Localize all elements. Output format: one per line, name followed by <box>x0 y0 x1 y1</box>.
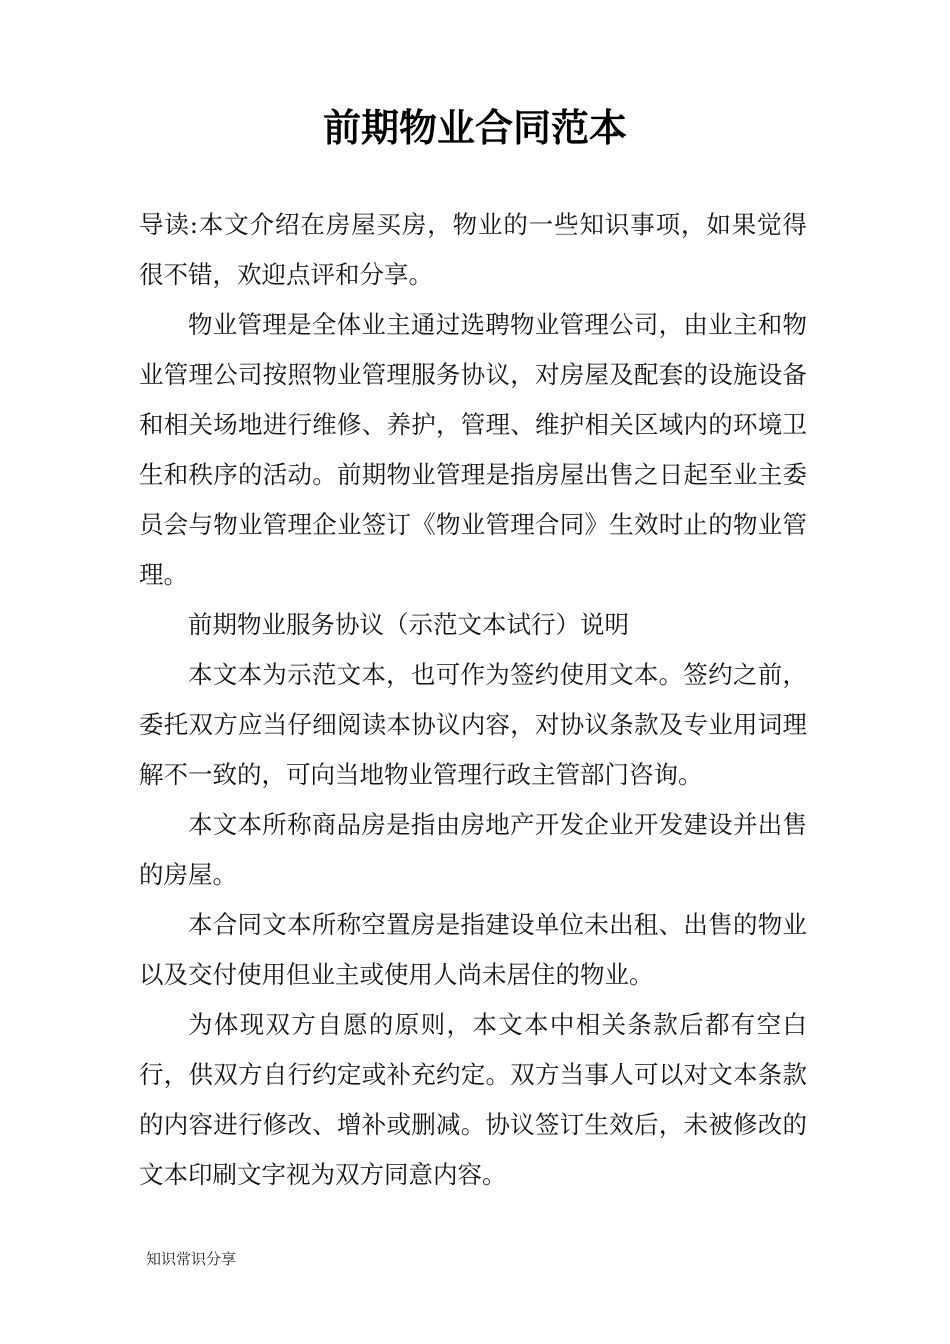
document-body <box>139 200 807 1200</box>
paragraph-heading: 前期物业服务协议（示范文本试行）说明 <box>188 610 629 639</box>
paragraph-commercial-housing: 本文本所称商品房是指由房地产开发企业开发建设并出售的房屋。 <box>139 810 807 889</box>
paragraph-vacant-housing: 本合同文本所称空置房是指建设单位未出租、出售的物业以及交付使用但业主或使用人尚未居住的物业。 <box>139 910 807 989</box>
paragraph-intro: 导读:本文介绍在房屋买房，物业的一些知识事项，如果觉得很不错，欢迎点评和分享。 <box>139 210 807 289</box>
page-footer: 知识常识分享 <box>146 1250 237 1268</box>
paragraph-definition: 物业管理是全体业主通过选聘物业管理公司，由业主和物业管理公司按照物业管理服务协议，对房屋及配套的设施设备和相关场地进行维修、养护，管理、维护相关区域内的环境卫生和秩序的活动。前期物业管理是指房屋出售之日起至业主委员会与物业管理企业签订《物业管理合同》生效时止的物业管理。 <box>139 310 807 589</box>
paragraph-usage: 本文本为示范文本，也可作为签约使用文本。签约之前，委托双方应当仔细阅读本协议内容，对协议条款及专业用词理解不一致的，可向当地物业管理行政主管部门咨询。 <box>139 660 807 789</box>
document-title: 前期物业合同范本 <box>322 106 627 150</box>
paragraph-voluntary-principle: 为体现双方自愿的原则，本文本中相关条款后都有空白行，供双方自行约定或补充约定。双方当事人可以对文本条款的内容进行修改、增补或删减。协议签订生效后，未被修改的文本印刷文字视为双方同意内容。 <box>139 1010 807 1189</box>
